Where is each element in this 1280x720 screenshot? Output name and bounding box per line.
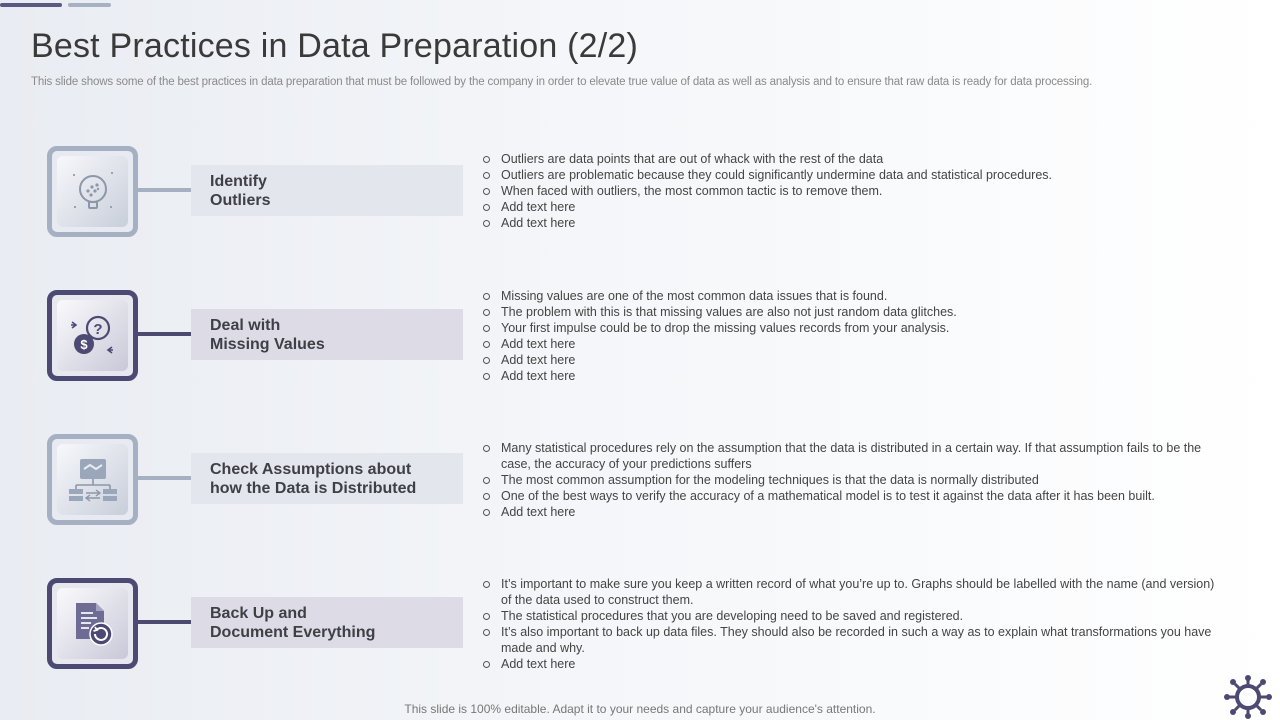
practice-label: Back Up and Document Everything [210, 604, 376, 641]
svg-text:$: $ [79, 336, 88, 352]
list-item: It’s also important to back up data files. They should also be recorded in such a way as to explain what transformations you have made and why. [482, 624, 1227, 656]
icon-frame-missing-values [47, 290, 138, 381]
bullet-list [482, 151, 1227, 231]
list-item: Add text here [482, 215, 1227, 231]
list-item: One of the best ways to verify the accuracy of a mathematical model is to test it against the data after it has been built. [482, 488, 1227, 504]
list-item: Add text here [482, 199, 1227, 215]
list-item: The statistical procedures that you are developing need to be saved and registered. [482, 608, 1227, 624]
list-item: Add text here [482, 368, 1227, 384]
list-item: It’s important to make sure you keep a written record of what you’re up to. Graphs should be labelled with the name (and version) of the data used to construct them. [482, 576, 1227, 608]
connector-line [138, 620, 192, 624]
magnifier-data-icon [57, 156, 128, 227]
practice-label-box [191, 309, 463, 360]
list-item: Add text here [482, 336, 1227, 352]
icon-frame-assumptions [47, 434, 138, 525]
question-dollar-icon [57, 300, 128, 371]
list-item: Your first impulse could be to drop the missing values records from your analysis. [482, 320, 1227, 336]
list-item: Outliers are data points that are out of whack with the rest of the data [482, 151, 1227, 167]
list-item: Outliers are problematic because they could significantly undermine data and statistical procedures. [482, 167, 1227, 183]
bullet-list [482, 288, 1227, 384]
practice-label-box [191, 165, 463, 216]
list-item: Add text here [482, 352, 1227, 368]
practice-label-box [191, 597, 463, 648]
handshake-network-icon [57, 444, 128, 515]
list-item: Missing values are one of the most common data issues that is found. [482, 288, 1227, 304]
list-item: Many statistical procedures rely on the assumption that the data is distributed in a certain way. If that assumption fails to be the case, the accuracy of your predictions suffers [482, 440, 1227, 472]
list-item: When faced with outliers, the most common tactic is to remove them. [482, 183, 1227, 199]
svg-text:?: ? [92, 320, 103, 338]
list-item: Add text here [482, 656, 1227, 672]
accent-bar-light [68, 3, 111, 7]
page-subtitle: This slide shows some of the best practices in data preparation that must be followed by the company in order to elevate true value of data as well as analysis and to ensure that raw data is ready for data processing. [31, 76, 1093, 88]
bullet-list [482, 440, 1227, 520]
page-title: Best Practices in Data Preparation (2/2) [31, 27, 639, 65]
footer-note: This slide is 100% editable. Adapt it to your needs and capture your audience's attention. [404, 702, 876, 716]
icon-frame-backup [47, 578, 138, 669]
practice-label: Check Assumptions about how the Data is Distributed [210, 460, 417, 497]
list-item: The most common assumption for the modeling techniques is that the data is normally distributed [482, 472, 1227, 488]
practice-label: Deal with Missing Values [210, 316, 325, 353]
icon-frame-outliers [47, 146, 138, 237]
list-item: Add text here [482, 504, 1227, 520]
accent-bar-dark [0, 3, 62, 7]
bullet-list [482, 576, 1227, 672]
network-gear-icon [1220, 674, 1276, 720]
connector-line [138, 188, 192, 192]
practice-label: Identify Outliers [210, 172, 271, 209]
connector-line [138, 332, 192, 336]
document-backup-icon [57, 588, 128, 659]
list-item: The problem with this is that missing values are also not just random data glitches. [482, 304, 1227, 320]
practice-label-box [191, 453, 463, 504]
connector-line [138, 476, 192, 480]
